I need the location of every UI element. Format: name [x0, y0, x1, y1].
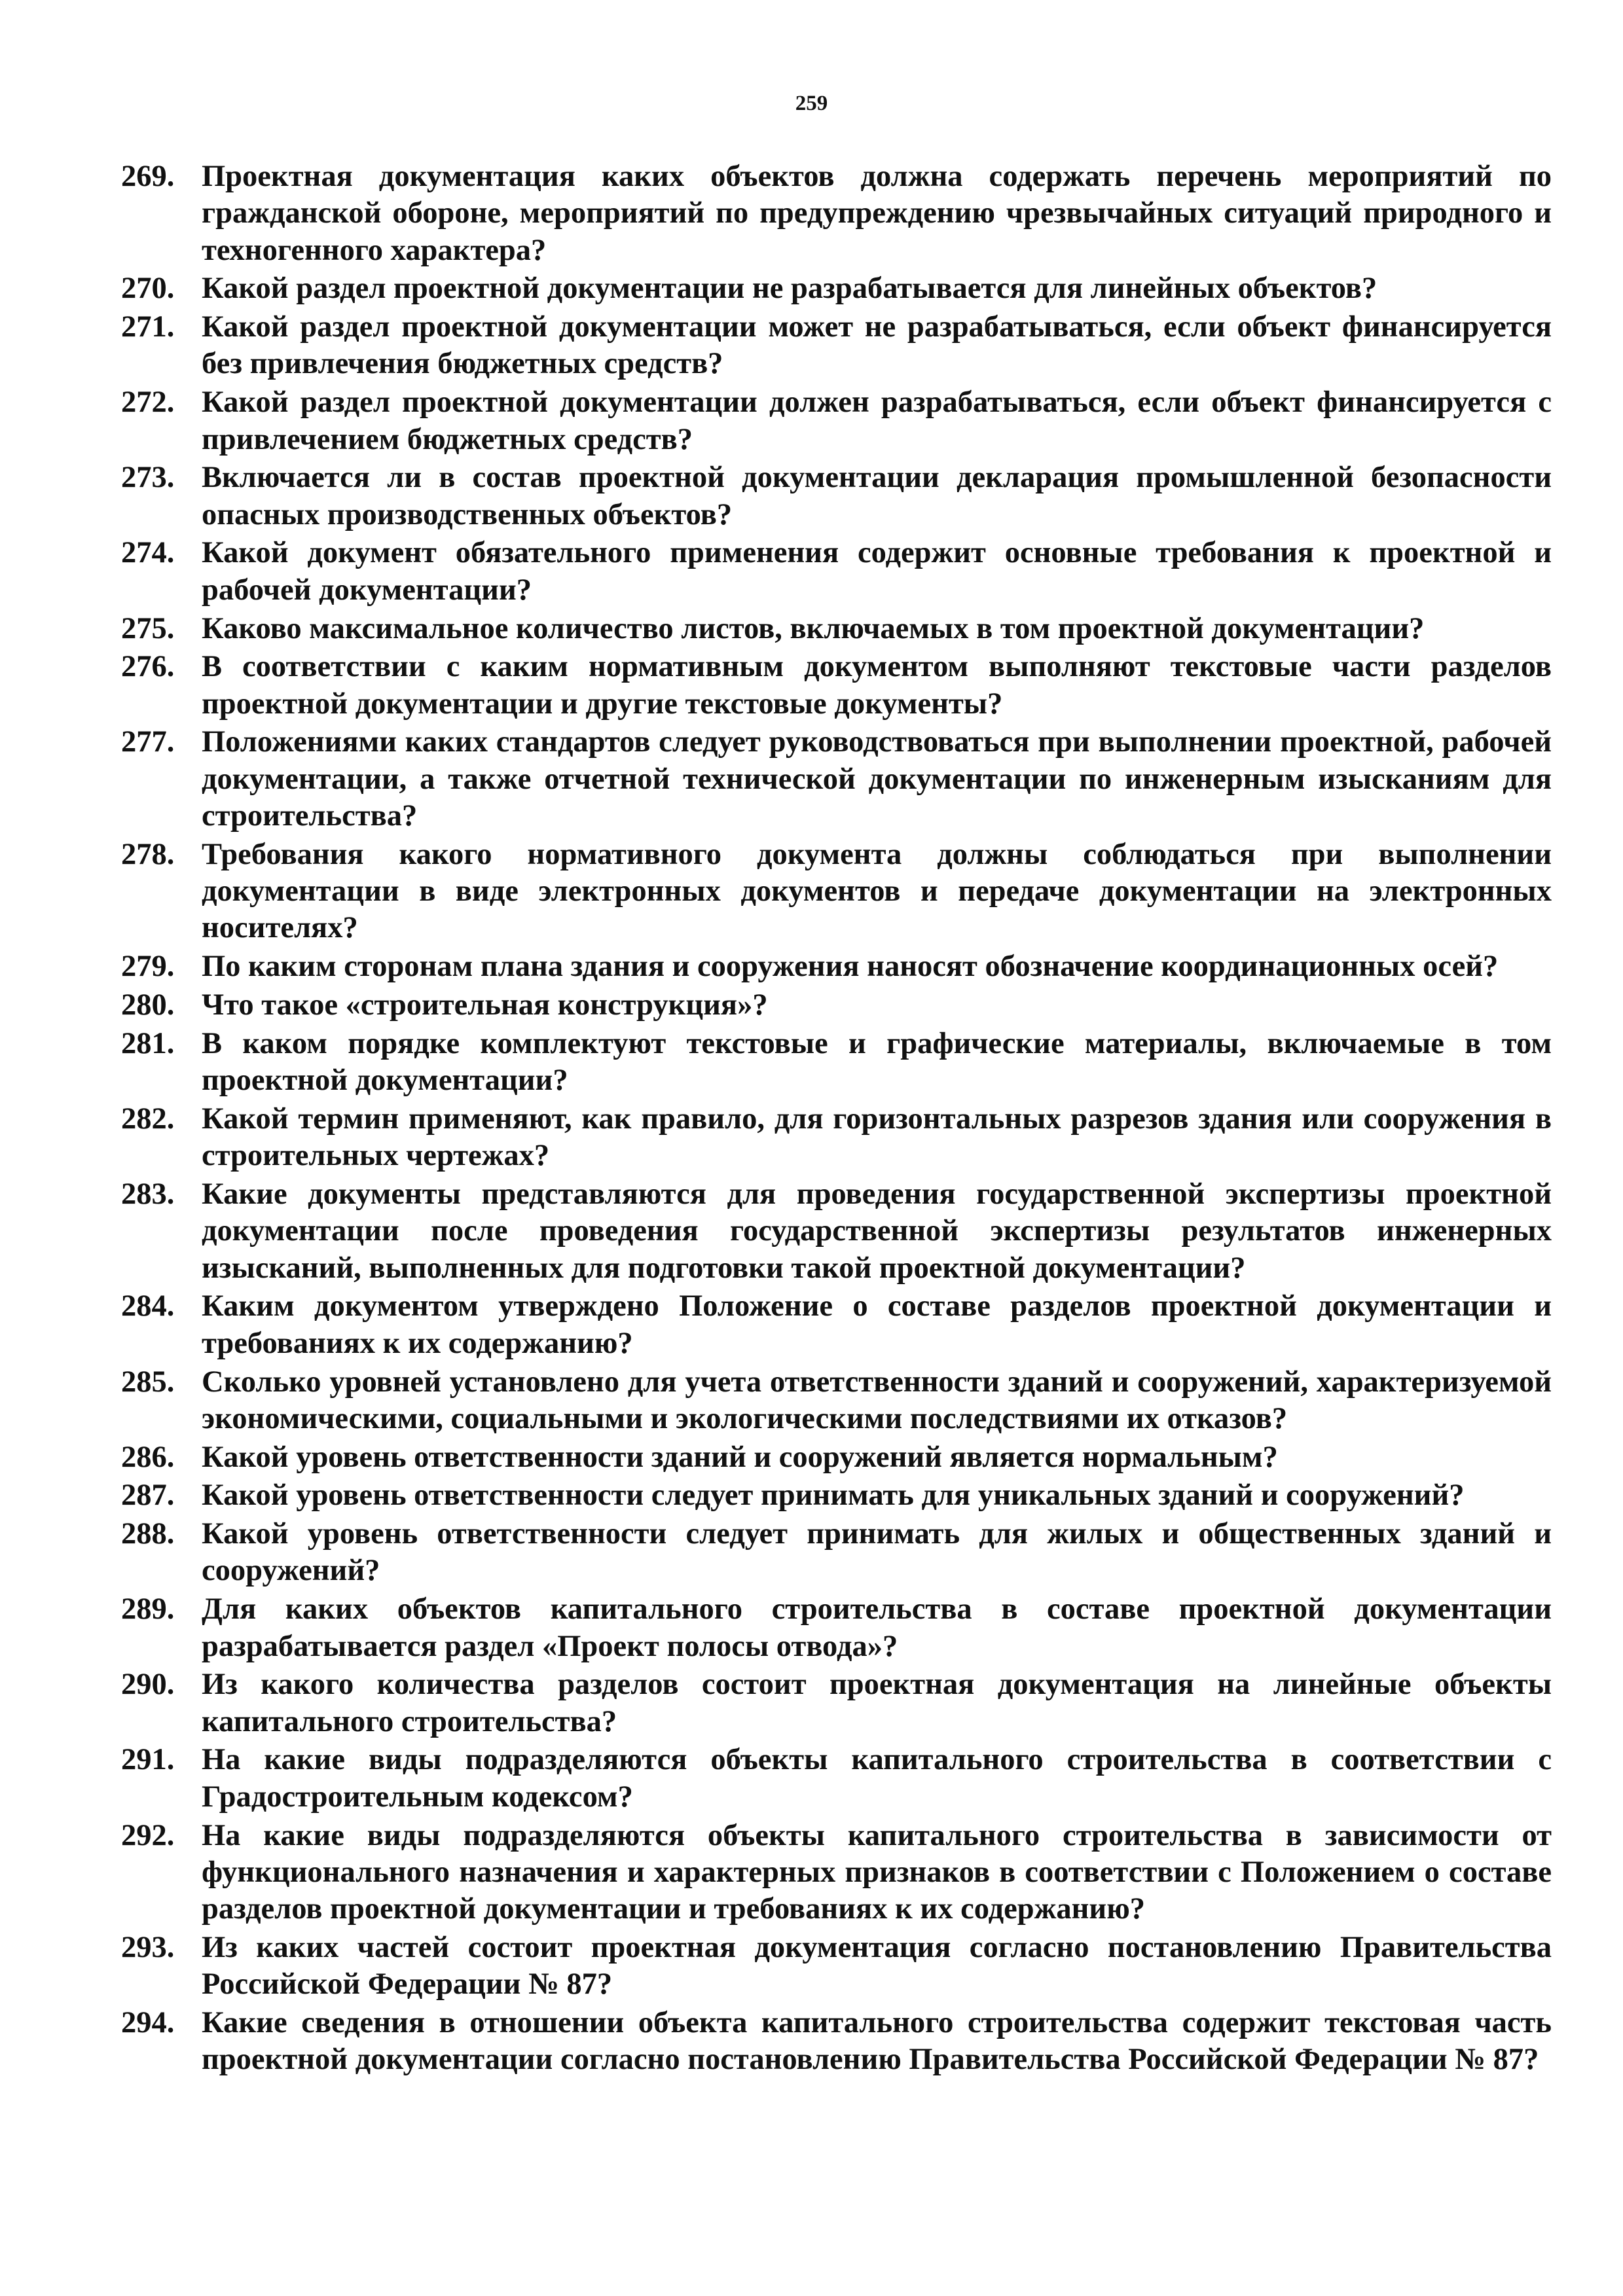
question-number: 280. [121, 988, 175, 1022]
question-number: 292. [121, 1818, 175, 1852]
question-list [121, 158, 1552, 2080]
question-text: Каким документом утверждено Положение о составе разделов проектной документации и требованиях к их содержанию? [202, 1289, 1552, 1360]
question-number: 288. [121, 1517, 175, 1551]
question-item [121, 384, 1552, 458]
question-text: Какой уровень ответственности следует принимать для жилых и общественных зданий и сооружений? [202, 1517, 1552, 1588]
question-text: Проектная документация каких объектов должна содержать перечень мероприятий по гражданской обороне, мероприятий по предупреждению чрезвычайных ситуаций природного и техногенного характера? [202, 160, 1552, 267]
question-item [121, 836, 1552, 947]
question-number: 269. [121, 160, 175, 193]
question-text: По каким сторонам плана здания и сооружения наносят обозначение координационных осей? [202, 950, 1499, 984]
question-text: Какой раздел проектной документации может не разрабатываться, если объект финансируется без привлечения бюджетных средств? [202, 310, 1552, 381]
question-number: 283. [121, 1177, 175, 1211]
question-item [121, 1516, 1552, 1590]
question-text: Какой раздел проектной документации не разрабатывается для линейных объектов? [202, 272, 1377, 306]
question-text: Для каких объектов капитального строительства в составе проектной документации разрабатывается раздел «Проект полосы отвода»? [202, 1592, 1552, 1663]
question-text: В каком порядке комплектуют текстовые и графические материалы, включаемые в том проектной документации? [202, 1026, 1552, 1098]
question-item [121, 535, 1552, 609]
question-number: 294. [121, 2006, 175, 2040]
question-text: Положениями каких стандартов следует руководствоваться при выполнении проектной, рабочей документации, а также отчетной технической документации по инженерным изысканиям для строительства? [202, 725, 1552, 833]
question-item [121, 1818, 1552, 1928]
question-number: 289. [121, 1592, 175, 1626]
question-text: Сколько уровней установлено для учета ответственности зданий и сооружений, характеризуемой экономическими, социальными и экологическими последствиями их отказов? [202, 1365, 1552, 1435]
question-item [121, 1742, 1552, 1816]
question-number: 291. [121, 1743, 175, 1777]
question-item [121, 459, 1552, 533]
question-text: Какие сведения в отношении объекта капитального строительства содержит текстовая часть проектной документации согласно постановлению Правительства Российской Федерации № 87? [202, 2006, 1552, 2077]
question-number: 272. [121, 386, 175, 420]
question-item [121, 1591, 1552, 1665]
question-item [121, 1364, 1552, 1438]
question-item [121, 1929, 1552, 2003]
question-item [121, 1288, 1552, 1362]
question-text: Требования какого нормативного документа должны соблюдаться при выполнении документации в виде электронных документов и передаче документации на электронных носителях? [202, 837, 1552, 945]
question-number: 282. [121, 1102, 175, 1136]
question-number: 271. [121, 310, 175, 344]
question-text: Что такое «строительная конструкция»? [202, 988, 768, 1022]
question-text: Каково максимальное количество листов, включаемых в том проектной документации? [202, 611, 1425, 645]
question-number: 276. [121, 650, 175, 684]
question-item [121, 1477, 1552, 1514]
question-item [121, 270, 1552, 307]
question-item [121, 158, 1552, 269]
question-text: Включается ли в состав проектной документации декларация промышленной безопасности опасных производственных объектов? [202, 461, 1552, 531]
question-item [121, 724, 1552, 834]
question-item [121, 1439, 1552, 1476]
question-number: 273. [121, 461, 175, 495]
question-item [121, 1666, 1552, 1740]
question-number: 293. [121, 1930, 175, 1964]
question-number: 270. [121, 272, 175, 306]
question-number: 287. [121, 1479, 175, 1513]
question-text: Какой термин применяют, как правило, для горизонтальных разрезов здания или сооружения в строительных чертежах? [202, 1102, 1552, 1173]
question-number: 274. [121, 536, 175, 570]
question-number: 290. [121, 1668, 175, 1702]
question-number: 278. [121, 837, 175, 871]
question-number: 277. [121, 725, 175, 759]
question-text: Какой раздел проектной документации должен разрабатываться, если объект финансируется с привлечением бюджетных средств? [202, 386, 1552, 456]
question-text: Какой уровень ответственности следует принимать для уникальных зданий и сооружений? [202, 1479, 1465, 1513]
question-text: Из какого количества разделов состоит проектная документация на линейные объекты капитального строительства? [202, 1668, 1552, 1738]
question-item [121, 1176, 1552, 1287]
question-item [121, 1101, 1552, 1175]
question-number: 286. [121, 1440, 175, 1474]
question-item [121, 2005, 1552, 2079]
question-text: Какие документы представляются для проведения государственной экспертизы проектной документации после проведения государственной экспертизы результатов инженерных изысканий, выполненных для подготовки такой проектной документации? [202, 1177, 1552, 1285]
question-item [121, 1026, 1552, 1100]
question-item [121, 611, 1552, 647]
question-item [121, 309, 1552, 383]
question-item [121, 948, 1552, 985]
page-number: 259 [795, 92, 828, 115]
question-text: В соответствии с каким нормативным документом выполняют текстовые части разделов проектной документации и другие текстовые документы? [202, 650, 1552, 721]
question-text: Какой документ обязательного применения содержит основные требования к проектной и рабочей документации? [202, 536, 1552, 607]
question-text: На какие виды подразделяются объекты капитального строительства в соответствии с Градостроительным кодексом? [202, 1743, 1552, 1814]
question-item [121, 987, 1552, 1024]
question-text: Какой уровень ответственности зданий и сооружений является нормальным? [202, 1440, 1278, 1474]
question-item [121, 649, 1552, 723]
question-text: Из каких частей состоит проектная документация согласно постановлению Правительства Российской Федерации № 87? [202, 1930, 1552, 2001]
question-number: 284. [121, 1289, 175, 1323]
question-number: 285. [121, 1365, 175, 1399]
question-number: 279. [121, 950, 175, 984]
question-text: На какие виды подразделяются объекты капитального строительства в зависимости от функционального назначения и характерных признаков в соответствии с Положением о составе разделов проектной документации и требованиях к их содержанию? [202, 1818, 1552, 1926]
question-number: 281. [121, 1026, 175, 1060]
question-number: 275. [121, 611, 175, 645]
